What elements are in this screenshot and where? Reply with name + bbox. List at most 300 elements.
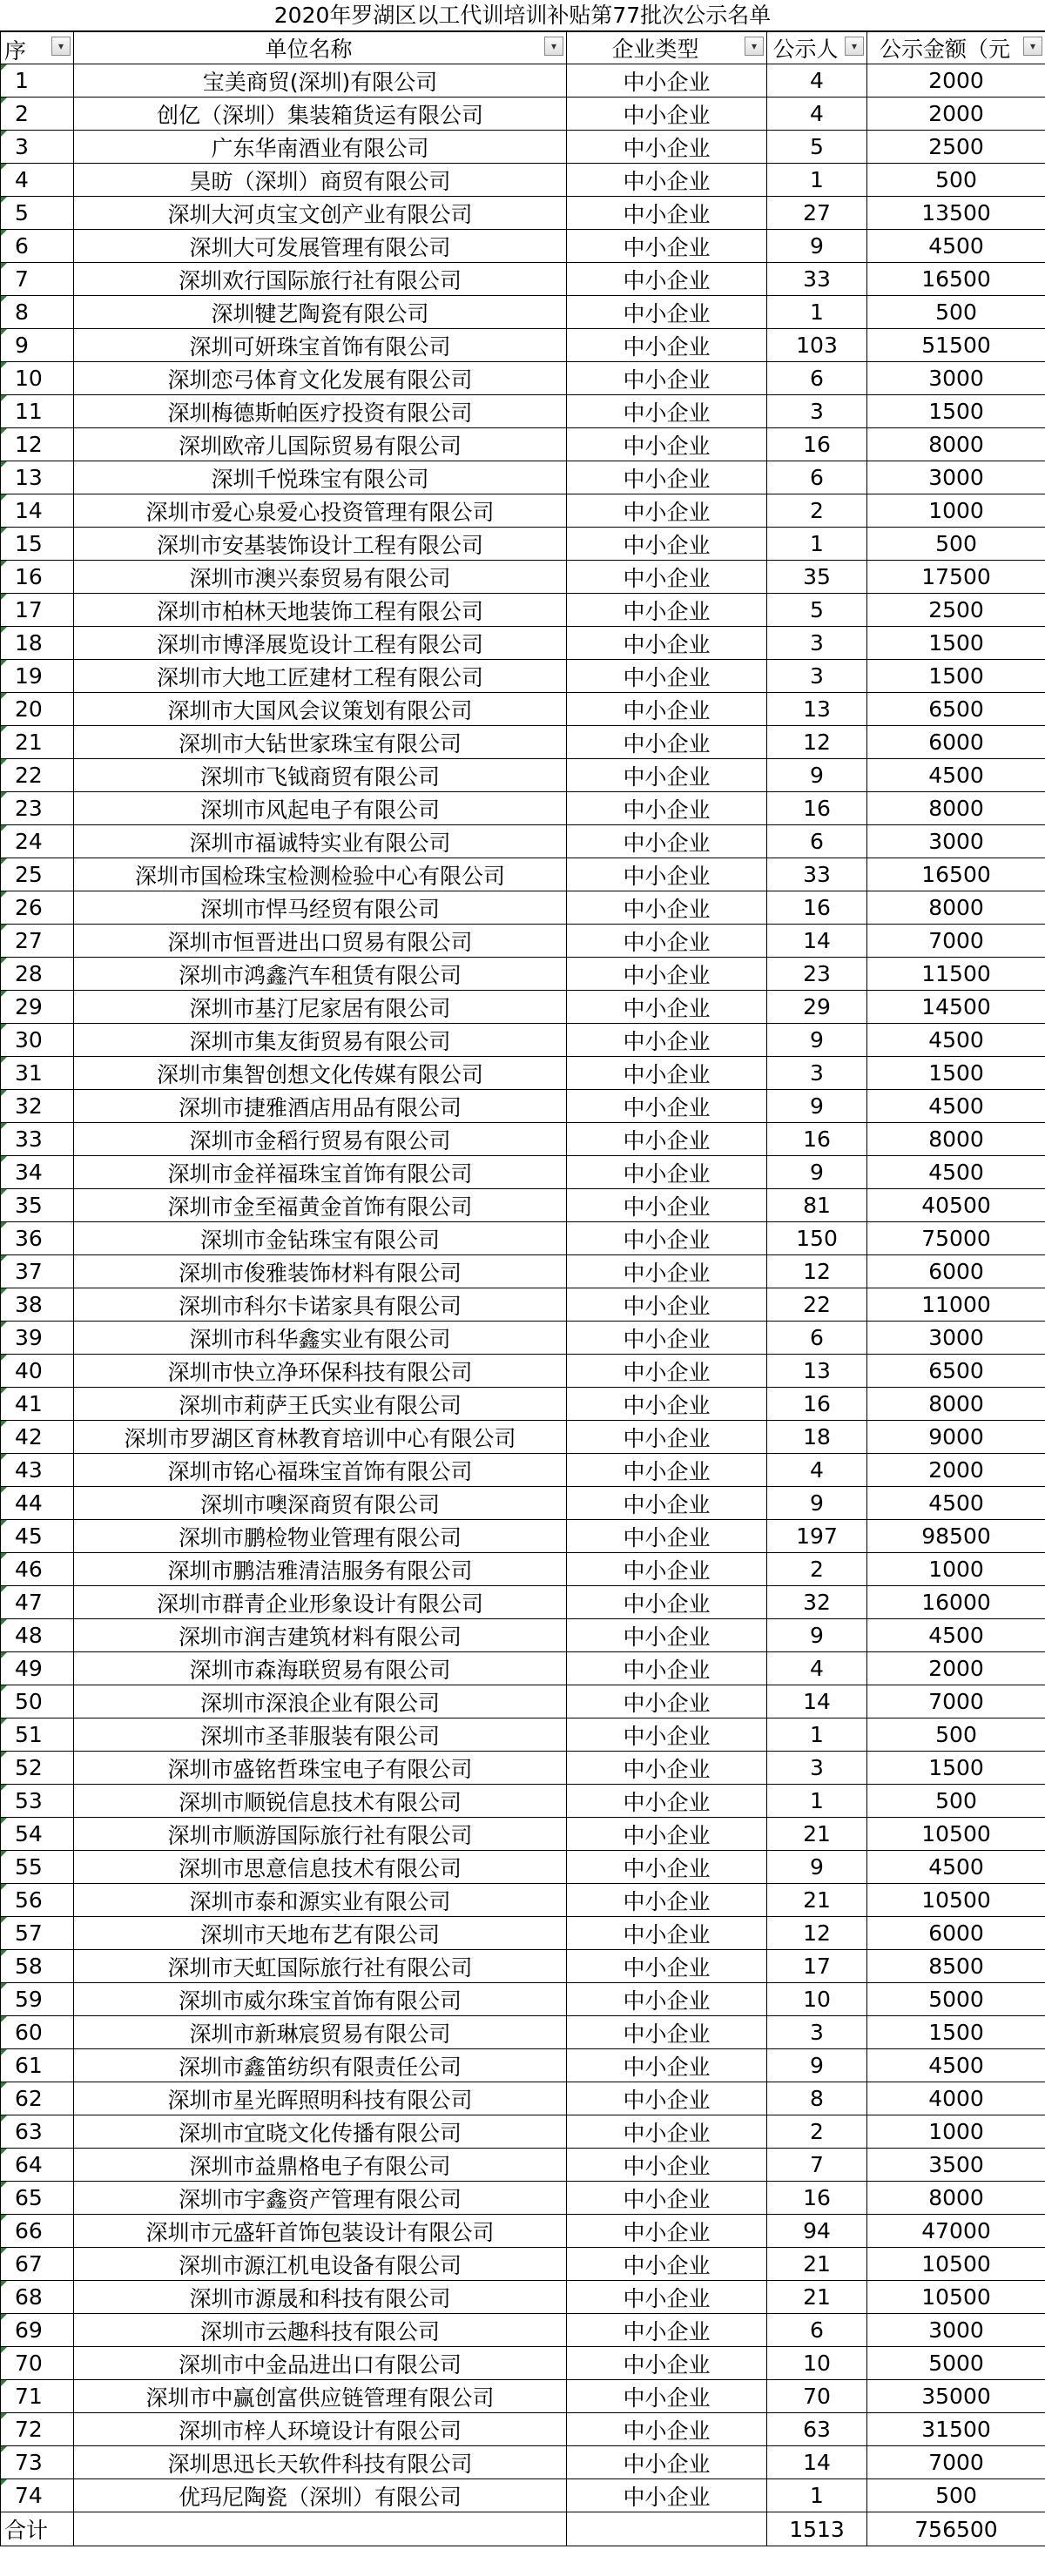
amount-cell[interactable]: 8000 <box>867 891 1045 925</box>
header-amount[interactable] <box>867 32 1045 64</box>
company-name-cell[interactable]: 深圳市宜晓文化传播有限公司 <box>74 2115 567 2149</box>
company-type-cell[interactable]: 中小企业 <box>567 64 767 98</box>
row-number-cell[interactable]: 61 <box>1 2049 74 2082</box>
row-number-cell[interactable]: 2 <box>1 98 74 131</box>
row-number-cell[interactable]: 16 <box>1 561 74 594</box>
company-type-cell[interactable]: 中小企业 <box>567 1950 767 1983</box>
people-count-cell[interactable]: 103 <box>767 329 867 362</box>
row-number-cell[interactable]: 17 <box>1 594 74 627</box>
amount-cell[interactable]: 4500 <box>867 759 1045 792</box>
amount-cell[interactable]: 4500 <box>867 1090 1045 1123</box>
people-count-cell[interactable]: 27 <box>767 197 867 230</box>
people-count-cell[interactable]: 1 <box>767 528 867 561</box>
company-type-cell[interactable]: 中小企业 <box>567 792 767 825</box>
people-count-cell[interactable]: 9 <box>767 2049 867 2082</box>
row-number-cell[interactable]: 37 <box>1 1255 74 1288</box>
amount-cell[interactable]: 2500 <box>867 594 1045 627</box>
people-count-cell[interactable]: 18 <box>767 1421 867 1454</box>
amount-cell[interactable]: 5000 <box>867 1983 1045 2016</box>
company-type-cell[interactable]: 中小企业 <box>567 2479 767 2512</box>
row-number-cell[interactable]: 58 <box>1 1950 74 1983</box>
company-name-cell[interactable]: 深圳千悦珠宝有限公司 <box>74 461 567 494</box>
company-type-cell[interactable]: 中小企业 <box>567 660 767 693</box>
company-type-cell[interactable]: 中小企业 <box>567 1322 767 1355</box>
people-count-cell[interactable]: 4 <box>767 1652 867 1685</box>
company-name-cell[interactable]: 创亿（深圳）集装箱货运有限公司 <box>74 98 567 131</box>
amount-cell[interactable]: 1000 <box>867 2115 1045 2149</box>
header-people[interactable] <box>767 32 867 64</box>
amount-cell[interactable]: 1500 <box>867 627 1045 660</box>
company-type-cell[interactable]: 中小企业 <box>567 1619 767 1652</box>
amount-cell[interactable]: 11000 <box>867 1288 1045 1322</box>
company-name-cell[interactable]: 深圳市恒晋进出口贸易有限公司 <box>74 925 567 958</box>
amount-cell[interactable]: 3000 <box>867 461 1045 494</box>
company-name-cell[interactable]: 深圳梅德斯帕医疗投资有限公司 <box>74 395 567 428</box>
company-type-cell[interactable]: 中小企业 <box>567 1222 767 1255</box>
people-count-cell[interactable]: 9 <box>767 1619 867 1652</box>
row-number-cell[interactable]: 33 <box>1 1123 74 1156</box>
company-name-cell[interactable]: 深圳市爱心泉爱心投资管理有限公司 <box>74 494 567 528</box>
people-count-cell[interactable]: 9 <box>767 1090 867 1123</box>
company-type-cell[interactable]: 中小企业 <box>567 1785 767 1818</box>
people-count-cell[interactable]: 14 <box>767 1685 867 1718</box>
company-name-cell[interactable]: 深圳大河贞宝文创产业有限公司 <box>74 197 567 230</box>
row-number-cell[interactable]: 57 <box>1 1917 74 1950</box>
row-number-cell[interactable]: 11 <box>1 395 74 428</box>
row-number-cell[interactable]: 46 <box>1 1553 74 1586</box>
people-count-cell[interactable]: 4 <box>767 64 867 98</box>
row-number-cell[interactable]: 53 <box>1 1785 74 1818</box>
header-no[interactable] <box>1 32 74 64</box>
company-name-cell[interactable]: 深圳市天地布艺有限公司 <box>74 1917 567 1950</box>
row-number-cell[interactable]: 35 <box>1 1189 74 1222</box>
row-number-cell[interactable]: 38 <box>1 1288 74 1322</box>
amount-cell[interactable]: 7000 <box>867 2446 1045 2479</box>
company-type-cell[interactable]: 中小企业 <box>567 2082 767 2115</box>
amount-cell[interactable]: 14500 <box>867 991 1045 1024</box>
amount-cell[interactable]: 4000 <box>867 2082 1045 2115</box>
amount-cell[interactable]: 1500 <box>867 395 1045 428</box>
company-type-cell[interactable]: 中小企业 <box>567 1057 767 1090</box>
row-number-cell[interactable]: 45 <box>1 1520 74 1553</box>
company-type-cell[interactable]: 中小企业 <box>567 1156 767 1189</box>
company-type-cell[interactable]: 中小企业 <box>567 594 767 627</box>
company-type-cell[interactable]: 中小企业 <box>567 362 767 395</box>
company-type-cell[interactable]: 中小企业 <box>567 891 767 925</box>
people-count-cell[interactable]: 81 <box>767 1189 867 1222</box>
people-count-cell[interactable]: 21 <box>767 1818 867 1851</box>
amount-cell[interactable]: 2000 <box>867 98 1045 131</box>
amount-cell[interactable]: 8000 <box>867 1123 1045 1156</box>
company-type-cell[interactable]: 中小企业 <box>567 1917 767 1950</box>
filter-dropdown-icon[interactable]: ▾ <box>1023 37 1042 56</box>
amount-cell[interactable]: 4500 <box>867 1619 1045 1652</box>
people-count-cell[interactable]: 1 <box>767 1785 867 1818</box>
company-type-cell[interactable]: 中小企业 <box>567 461 767 494</box>
company-type-cell[interactable]: 中小企业 <box>567 1288 767 1322</box>
row-number-cell[interactable]: 70 <box>1 2347 74 2380</box>
amount-cell[interactable]: 3000 <box>867 1322 1045 1355</box>
amount-cell[interactable]: 4500 <box>867 1487 1045 1520</box>
company-type-cell[interactable]: 中小企业 <box>567 1189 767 1222</box>
company-type-cell[interactable]: 中小企业 <box>567 2281 767 2314</box>
amount-cell[interactable]: 1500 <box>867 660 1045 693</box>
row-number-cell[interactable]: 65 <box>1 2182 74 2215</box>
sheet-title[interactable]: 2020年罗湖区以工代训培训补贴第77批次公示名单 <box>0 0 1045 31</box>
company-name-cell[interactable]: 深圳市云趣科技有限公司 <box>74 2314 567 2347</box>
row-number-cell[interactable]: 29 <box>1 991 74 1024</box>
people-count-cell[interactable]: 21 <box>767 2281 867 2314</box>
amount-cell[interactable]: 10500 <box>867 2248 1045 2281</box>
row-number-cell[interactable]: 41 <box>1 1388 74 1421</box>
row-number-cell[interactable]: 54 <box>1 1818 74 1851</box>
people-count-cell[interactable]: 3 <box>767 395 867 428</box>
row-number-cell[interactable]: 3 <box>1 131 74 164</box>
company-type-cell[interactable]: 中小企业 <box>567 2446 767 2479</box>
company-name-cell[interactable]: 深圳市安基装饰设计工程有限公司 <box>74 528 567 561</box>
amount-cell[interactable]: 2000 <box>867 1652 1045 1685</box>
company-type-cell[interactable]: 中小企业 <box>567 1024 767 1057</box>
people-count-cell[interactable]: 5 <box>767 131 867 164</box>
amount-cell[interactable]: 6000 <box>867 1917 1045 1950</box>
people-count-cell[interactable]: 5 <box>767 594 867 627</box>
company-name-cell[interactable]: 深圳市捷雅酒店用品有限公司 <box>74 1090 567 1123</box>
amount-cell[interactable]: 35000 <box>867 2380 1045 2413</box>
company-type-cell[interactable]: 中小企业 <box>567 164 767 197</box>
row-number-cell[interactable]: 52 <box>1 1752 74 1785</box>
company-type-cell[interactable]: 中小企业 <box>567 2347 767 2380</box>
amount-cell[interactable]: 8000 <box>867 428 1045 461</box>
total-label[interactable]: 合计 <box>1 2512 74 2546</box>
company-name-cell[interactable]: 深圳市威尔珠宝首饰有限公司 <box>74 1983 567 2016</box>
amount-cell[interactable]: 3000 <box>867 362 1045 395</box>
people-count-cell[interactable]: 22 <box>767 1288 867 1322</box>
people-count-cell[interactable]: 10 <box>767 2347 867 2380</box>
company-type-cell[interactable]: 中小企业 <box>567 395 767 428</box>
row-number-cell[interactable]: 14 <box>1 494 74 528</box>
people-count-cell[interactable]: 3 <box>767 627 867 660</box>
row-number-cell[interactable]: 50 <box>1 1685 74 1718</box>
company-name-cell[interactable]: 深圳市铭心福珠宝首饰有限公司 <box>74 1454 567 1487</box>
people-count-cell[interactable]: 9 <box>767 230 867 263</box>
row-number-cell[interactable]: 19 <box>1 660 74 693</box>
row-number-cell[interactable]: 30 <box>1 1024 74 1057</box>
row-number-cell[interactable]: 5 <box>1 197 74 230</box>
row-number-cell[interactable]: 68 <box>1 2281 74 2314</box>
amount-cell[interactable]: 2500 <box>867 131 1045 164</box>
company-type-cell[interactable]: 中小企业 <box>567 1818 767 1851</box>
company-type-cell[interactable]: 中小企业 <box>567 1983 767 2016</box>
company-type-cell[interactable]: 中小企业 <box>567 131 767 164</box>
total-empty-cell[interactable] <box>74 2512 567 2546</box>
company-name-cell[interactable]: 宝美商贸(深圳)有限公司 <box>74 64 567 98</box>
row-number-cell[interactable]: 6 <box>1 230 74 263</box>
people-count-cell[interactable]: 1 <box>767 1718 867 1752</box>
company-type-cell[interactable]: 中小企业 <box>567 2380 767 2413</box>
company-type-cell[interactable]: 中小企业 <box>567 1884 767 1917</box>
amount-cell[interactable]: 10500 <box>867 2281 1045 2314</box>
company-name-cell[interactable]: 深圳市福诚特实业有限公司 <box>74 825 567 858</box>
company-name-cell[interactable]: 深圳欢行国际旅行社有限公司 <box>74 263 567 296</box>
company-name-cell[interactable]: 深圳市俊雅装饰材料有限公司 <box>74 1255 567 1288</box>
amount-cell[interactable]: 1500 <box>867 2016 1045 2049</box>
company-type-cell[interactable]: 中小企业 <box>567 296 767 329</box>
company-type-cell[interactable]: 中小企业 <box>567 958 767 991</box>
amount-cell[interactable]: 500 <box>867 1785 1045 1818</box>
company-type-cell[interactable]: 中小企业 <box>567 98 767 131</box>
amount-cell[interactable]: 6500 <box>867 1355 1045 1388</box>
company-name-cell[interactable]: 深圳市集友街贸易有限公司 <box>74 1024 567 1057</box>
company-name-cell[interactable]: 广东华南酒业有限公司 <box>74 131 567 164</box>
people-count-cell[interactable]: 7 <box>767 2149 867 2182</box>
people-count-cell[interactable]: 33 <box>767 263 867 296</box>
people-count-cell[interactable]: 32 <box>767 1586 867 1619</box>
company-name-cell[interactable]: 深圳市柏林天地装饰工程有限公司 <box>74 594 567 627</box>
amount-cell[interactable]: 4500 <box>867 2049 1045 2082</box>
company-type-cell[interactable]: 中小企业 <box>567 2215 767 2248</box>
people-count-cell[interactable]: 94 <box>767 2215 867 2248</box>
row-number-cell[interactable]: 18 <box>1 627 74 660</box>
company-name-cell[interactable]: 深圳大可发展管理有限公司 <box>74 230 567 263</box>
amount-cell[interactable]: 75000 <box>867 1222 1045 1255</box>
company-name-cell[interactable]: 深圳市鑫笛纺织有限责任公司 <box>74 2049 567 2082</box>
people-count-cell[interactable]: 1 <box>767 2479 867 2512</box>
row-number-cell[interactable]: 73 <box>1 2446 74 2479</box>
row-number-cell[interactable]: 64 <box>1 2149 74 2182</box>
company-name-cell[interactable]: 深圳市森海联贸易有限公司 <box>74 1652 567 1685</box>
people-count-cell[interactable]: 197 <box>767 1520 867 1553</box>
company-type-cell[interactable]: 中小企业 <box>567 428 767 461</box>
row-number-cell[interactable]: 63 <box>1 2115 74 2149</box>
amount-cell[interactable]: 16500 <box>867 858 1045 891</box>
amount-cell[interactable]: 8000 <box>867 2182 1045 2215</box>
company-type-cell[interactable]: 中小企业 <box>567 263 767 296</box>
company-name-cell[interactable]: 深圳市快立净环保科技有限公司 <box>74 1355 567 1388</box>
row-number-cell[interactable]: 9 <box>1 329 74 362</box>
people-count-cell[interactable]: 63 <box>767 2413 867 2446</box>
amount-cell[interactable]: 4500 <box>867 1851 1045 1884</box>
company-name-cell[interactable]: 深圳市风起电子有限公司 <box>74 792 567 825</box>
amount-cell[interactable]: 1500 <box>867 1752 1045 1785</box>
company-type-cell[interactable]: 中小企业 <box>567 1553 767 1586</box>
amount-cell[interactable]: 31500 <box>867 2413 1045 2446</box>
amount-cell[interactable]: 4500 <box>867 230 1045 263</box>
company-type-cell[interactable]: 中小企业 <box>567 2149 767 2182</box>
people-count-cell[interactable]: 3 <box>767 2016 867 2049</box>
company-name-cell[interactable]: 深圳市宇鑫资产管理有限公司 <box>74 2182 567 2215</box>
row-number-cell[interactable]: 44 <box>1 1487 74 1520</box>
people-count-cell[interactable]: 1 <box>767 296 867 329</box>
amount-cell[interactable]: 6000 <box>867 726 1045 759</box>
company-name-cell[interactable]: 昊昉（深圳）商贸有限公司 <box>74 164 567 197</box>
amount-cell[interactable]: 6500 <box>867 693 1045 726</box>
company-name-cell[interactable]: 深圳市噢深商贸有限公司 <box>74 1487 567 1520</box>
people-count-cell[interactable]: 12 <box>767 726 867 759</box>
amount-cell[interactable]: 98500 <box>867 1520 1045 1553</box>
row-number-cell[interactable]: 26 <box>1 891 74 925</box>
people-count-cell[interactable]: 16 <box>767 792 867 825</box>
company-name-cell[interactable]: 深圳市莉萨王氏实业有限公司 <box>74 1388 567 1421</box>
company-type-cell[interactable]: 中小企业 <box>567 1685 767 1718</box>
people-count-cell[interactable]: 6 <box>767 1322 867 1355</box>
amount-cell[interactable]: 8500 <box>867 1950 1045 1983</box>
people-count-cell[interactable]: 4 <box>767 1454 867 1487</box>
total-people[interactable]: 1513 <box>767 2512 867 2546</box>
people-count-cell[interactable]: 150 <box>767 1222 867 1255</box>
company-type-cell[interactable]: 中小企业 <box>567 1520 767 1553</box>
row-number-cell[interactable]: 28 <box>1 958 74 991</box>
company-type-cell[interactable]: 中小企业 <box>567 1586 767 1619</box>
company-type-cell[interactable]: 中小企业 <box>567 1851 767 1884</box>
row-number-cell[interactable]: 42 <box>1 1421 74 1454</box>
people-count-cell[interactable]: 6 <box>767 461 867 494</box>
filter-dropdown-icon[interactable]: ▾ <box>51 37 71 56</box>
people-count-cell[interactable]: 16 <box>767 1123 867 1156</box>
row-number-cell[interactable]: 22 <box>1 759 74 792</box>
header-name[interactable] <box>74 32 567 64</box>
company-name-cell[interactable]: 深圳市科华鑫实业有限公司 <box>74 1322 567 1355</box>
company-name-cell[interactable]: 深圳恋弓体育文化发展有限公司 <box>74 362 567 395</box>
company-type-cell[interactable]: 中小企业 <box>567 1454 767 1487</box>
row-number-cell[interactable]: 20 <box>1 693 74 726</box>
row-number-cell[interactable]: 40 <box>1 1355 74 1388</box>
people-count-cell[interactable]: 29 <box>767 991 867 1024</box>
row-number-cell[interactable]: 66 <box>1 2215 74 2248</box>
people-count-cell[interactable]: 4 <box>767 98 867 131</box>
company-type-cell[interactable]: 中小企业 <box>567 1487 767 1520</box>
people-count-cell[interactable]: 8 <box>767 2082 867 2115</box>
row-number-cell[interactable]: 15 <box>1 528 74 561</box>
people-count-cell[interactable]: 1 <box>767 164 867 197</box>
people-count-cell[interactable]: 9 <box>767 1024 867 1057</box>
company-name-cell[interactable]: 深圳可妍珠宝首饰有限公司 <box>74 329 567 362</box>
people-count-cell[interactable]: 9 <box>767 1851 867 1884</box>
row-number-cell[interactable]: 56 <box>1 1884 74 1917</box>
company-type-cell[interactable]: 中小企业 <box>567 726 767 759</box>
company-name-cell[interactable]: 深圳市澳兴泰贸易有限公司 <box>74 561 567 594</box>
company-type-cell[interactable]: 中小企业 <box>567 1355 767 1388</box>
company-name-cell[interactable]: 深圳市博泽展览设计工程有限公司 <box>74 627 567 660</box>
people-count-cell[interactable]: 21 <box>767 1884 867 1917</box>
row-number-cell[interactable]: 60 <box>1 2016 74 2049</box>
people-count-cell[interactable]: 33 <box>767 858 867 891</box>
people-count-cell[interactable]: 9 <box>767 1487 867 1520</box>
people-count-cell[interactable]: 16 <box>767 1388 867 1421</box>
people-count-cell[interactable]: 16 <box>767 891 867 925</box>
company-type-cell[interactable]: 中小企业 <box>567 1255 767 1288</box>
amount-cell[interactable]: 13500 <box>867 197 1045 230</box>
row-number-cell[interactable]: 4 <box>1 164 74 197</box>
amount-cell[interactable]: 17500 <box>867 561 1045 594</box>
company-name-cell[interactable]: 深圳市天虹国际旅行社有限公司 <box>74 1950 567 1983</box>
amount-cell[interactable]: 51500 <box>867 329 1045 362</box>
company-name-cell[interactable]: 深圳市金钻珠宝有限公司 <box>74 1222 567 1255</box>
amount-cell[interactable]: 6000 <box>867 1255 1045 1288</box>
filter-dropdown-icon[interactable]: ▾ <box>745 37 764 56</box>
company-name-cell[interactable]: 深圳市群青企业形象设计有限公司 <box>74 1586 567 1619</box>
amount-cell[interactable]: 2000 <box>867 1454 1045 1487</box>
company-name-cell[interactable]: 深圳市基汀尼家居有限公司 <box>74 991 567 1024</box>
row-number-cell[interactable]: 43 <box>1 1454 74 1487</box>
people-count-cell[interactable]: 17 <box>767 1950 867 1983</box>
row-number-cell[interactable]: 71 <box>1 2380 74 2413</box>
row-number-cell[interactable]: 21 <box>1 726 74 759</box>
company-type-cell[interactable]: 中小企业 <box>567 2049 767 2082</box>
company-name-cell[interactable]: 深圳市鸿鑫汽车租赁有限公司 <box>74 958 567 991</box>
row-number-cell[interactable]: 32 <box>1 1090 74 1123</box>
company-name-cell[interactable]: 深圳市盛铭哲珠宝电子有限公司 <box>74 1752 567 1785</box>
amount-cell[interactable]: 4500 <box>867 1024 1045 1057</box>
company-type-cell[interactable]: 中小企业 <box>567 494 767 528</box>
row-number-cell[interactable]: 48 <box>1 1619 74 1652</box>
amount-cell[interactable]: 7000 <box>867 925 1045 958</box>
company-type-cell[interactable]: 中小企业 <box>567 230 767 263</box>
company-type-cell[interactable]: 中小企业 <box>567 1388 767 1421</box>
company-name-cell[interactable]: 深圳市润吉建筑材料有限公司 <box>74 1619 567 1652</box>
company-name-cell[interactable]: 深圳市顺游国际旅行社有限公司 <box>74 1818 567 1851</box>
amount-cell[interactable]: 2000 <box>867 64 1045 98</box>
row-number-cell[interactable]: 67 <box>1 2248 74 2281</box>
company-name-cell[interactable]: 深圳市顺锐信息技术有限公司 <box>74 1785 567 1818</box>
row-number-cell[interactable]: 39 <box>1 1322 74 1355</box>
company-name-cell[interactable]: 深圳市罗湖区育林教育培训中心有限公司 <box>74 1421 567 1454</box>
company-name-cell[interactable]: 深圳市梓人环境设计有限公司 <box>74 2413 567 2446</box>
row-number-cell[interactable]: 59 <box>1 1983 74 2016</box>
row-number-cell[interactable]: 23 <box>1 792 74 825</box>
row-number-cell[interactable]: 74 <box>1 2479 74 2512</box>
amount-cell[interactable]: 7000 <box>867 1685 1045 1718</box>
company-type-cell[interactable]: 中小企业 <box>567 2182 767 2215</box>
company-type-cell[interactable]: 中小企业 <box>567 1123 767 1156</box>
amount-cell[interactable]: 1000 <box>867 1553 1045 1586</box>
people-count-cell[interactable]: 2 <box>767 1553 867 1586</box>
amount-cell[interactable]: 500 <box>867 164 1045 197</box>
company-name-cell[interactable]: 深圳市悍马经贸有限公司 <box>74 891 567 925</box>
filter-dropdown-icon[interactable]: ▾ <box>845 37 864 56</box>
amount-cell[interactable]: 8000 <box>867 792 1045 825</box>
company-type-cell[interactable]: 中小企业 <box>567 991 767 1024</box>
people-count-cell[interactable]: 16 <box>767 428 867 461</box>
row-number-cell[interactable]: 24 <box>1 825 74 858</box>
row-number-cell[interactable]: 27 <box>1 925 74 958</box>
filter-dropdown-icon[interactable]: ▾ <box>544 37 563 56</box>
people-count-cell[interactable]: 35 <box>767 561 867 594</box>
row-number-cell[interactable]: 55 <box>1 1851 74 1884</box>
total-amount[interactable]: 756500 <box>867 2512 1045 2546</box>
row-number-cell[interactable]: 25 <box>1 858 74 891</box>
row-number-cell[interactable]: 49 <box>1 1652 74 1685</box>
company-type-cell[interactable]: 中小企业 <box>567 693 767 726</box>
company-type-cell[interactable]: 中小企业 <box>567 329 767 362</box>
company-name-cell[interactable]: 深圳市星光晖照明科技有限公司 <box>74 2082 567 2115</box>
amount-cell[interactable]: 3000 <box>867 825 1045 858</box>
people-count-cell[interactable]: 9 <box>767 1156 867 1189</box>
amount-cell[interactable]: 3500 <box>867 2149 1045 2182</box>
company-name-cell[interactable]: 深圳市深浪企业有限公司 <box>74 1685 567 1718</box>
company-name-cell[interactable]: 深圳市金至福黄金首饰有限公司 <box>74 1189 567 1222</box>
company-name-cell[interactable]: 深圳市泰和源实业有限公司 <box>74 1884 567 1917</box>
company-name-cell[interactable]: 深圳市益鼎格电子有限公司 <box>74 2149 567 2182</box>
company-name-cell[interactable]: 深圳市鹏洁雅清洁服务有限公司 <box>74 1553 567 1586</box>
row-number-cell[interactable]: 72 <box>1 2413 74 2446</box>
amount-cell[interactable]: 47000 <box>867 2215 1045 2248</box>
amount-cell[interactable]: 16500 <box>867 263 1045 296</box>
company-type-cell[interactable]: 中小企业 <box>567 2413 767 2446</box>
company-name-cell[interactable]: 深圳思迅长天软件科技有限公司 <box>74 2446 567 2479</box>
people-count-cell[interactable]: 6 <box>767 362 867 395</box>
row-number-cell[interactable]: 12 <box>1 428 74 461</box>
row-number-cell[interactable]: 69 <box>1 2314 74 2347</box>
